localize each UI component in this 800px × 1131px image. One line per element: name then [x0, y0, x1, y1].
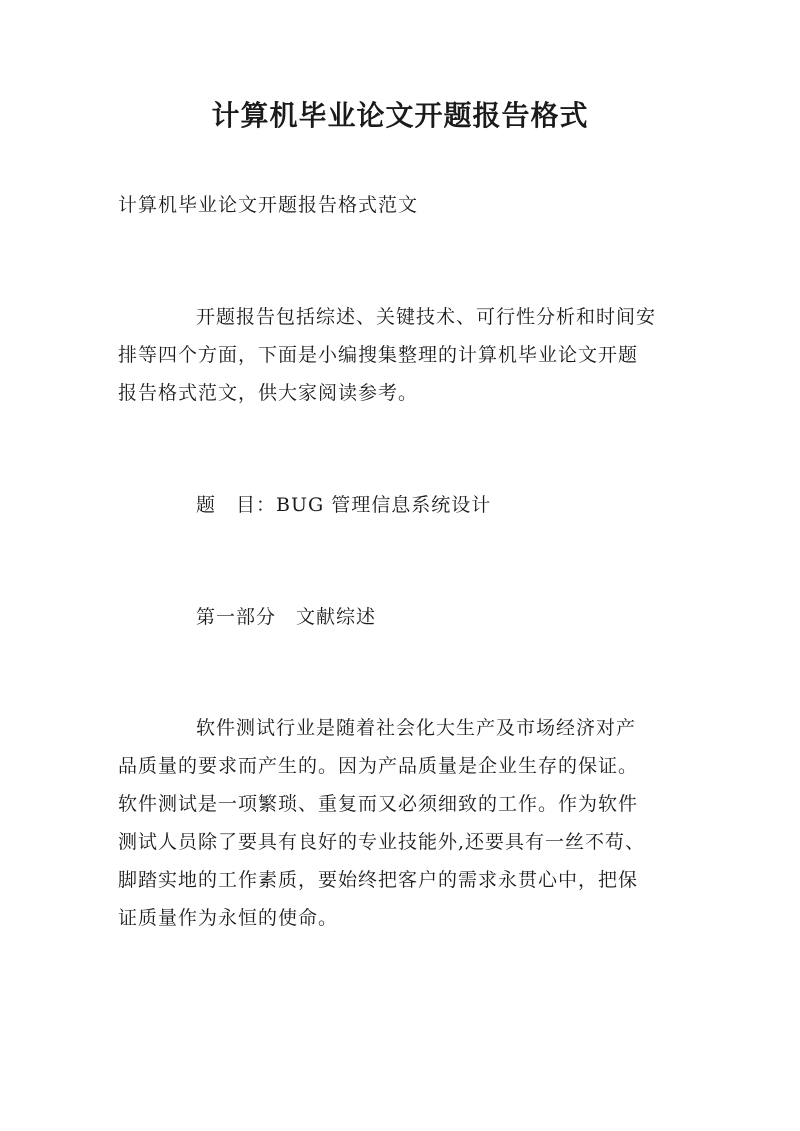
body-line: 品质量的要求而产生的。因为产品质量是企业生存的保证。: [118, 755, 639, 777]
intro-line: 开题报告包括综述、关键技术、可行性分析和时间安: [196, 306, 657, 328]
body-line: 软件测试是一项繁琐、重复而又必须细致的工作。作为软件: [118, 793, 639, 815]
document-subtitle: 计算机毕业论文开题报告格式范文: [118, 194, 419, 216]
thesis-topic: 题 目：BUG 管理信息系统设计: [196, 494, 492, 516]
intro-line: 排等四个方面，下面是小编搜集整理的计算机毕业论文开题: [118, 344, 639, 366]
section-heading: 第一部分 文献综述: [196, 606, 377, 628]
body-line: 软件测试行业是随着社会化大生产及市场经济对产: [196, 717, 637, 739]
intro-line: 报告格式范文，供大家阅读参考。: [118, 382, 419, 404]
document-title: 计算机毕业论文开题报告格式: [211, 99, 589, 132]
body-line: 证质量作为永恒的使命。: [118, 907, 339, 929]
body-line: 脚踏实地的工作素质，要始终把客户的需求永贯心中，把保: [118, 869, 639, 891]
body-line: 测试人员除了要具有良好的专业技能外,还要具有一丝不苟、: [118, 831, 646, 853]
